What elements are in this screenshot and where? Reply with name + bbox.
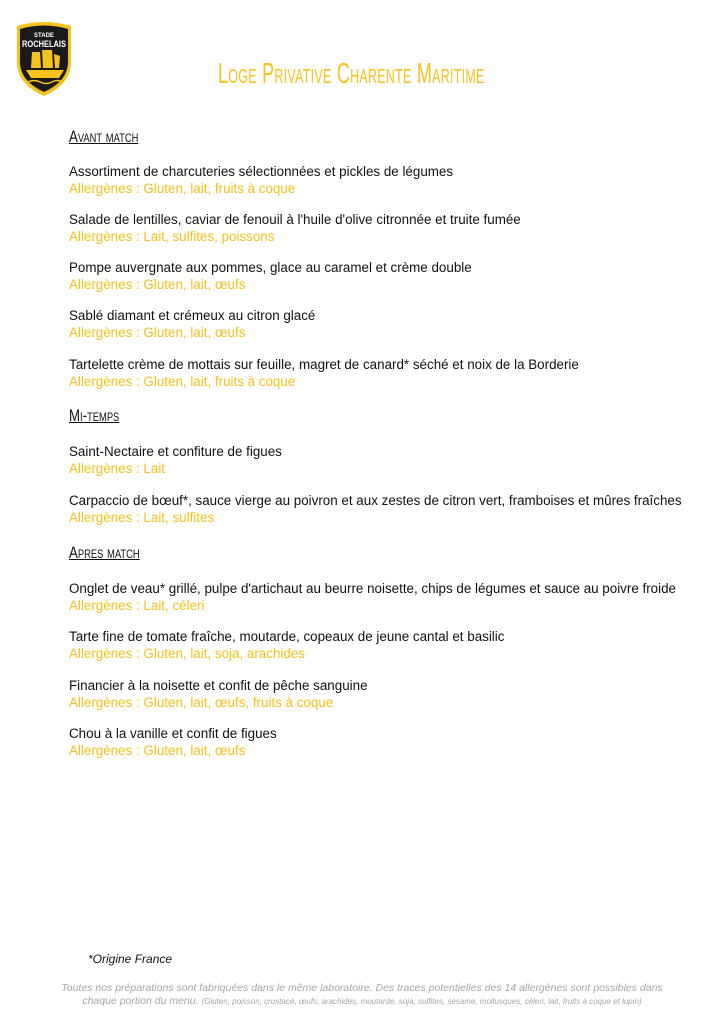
dish-allergens: Allergènes : Lait, céleri (69, 598, 205, 613)
dish-allergens: Allergènes : Lait, sulfites, poissons (69, 229, 275, 244)
dish-name: Assortiment de charcuteries sélectionnées et pickles de légumes (69, 164, 454, 179)
dish-name: Salade de lentilles, caviar de fenouil à l'huile d'olive citronnée et truite fumée (69, 212, 521, 227)
dish-allergens: Allergènes : Lait (69, 461, 166, 476)
dish-item (69, 356, 709, 390)
disclaimer-line-2-main: chaque portion du menu. (82, 995, 199, 1007)
dish-name: Chou à la vanille et confit de figues (69, 726, 277, 741)
logo-main-text: ROCHELAIS (22, 39, 66, 49)
origin-footnote: *Origine France (88, 952, 173, 966)
page-title: Loge Privative Charente Maritime (218, 58, 485, 90)
disclaimer-allergen-list: (Gluten, poisson, crustacé, œufs, arachides, moutarde, soja, sulfites, sésame, mollusques, céleri, lait, fruits à coque et lupin) (201, 997, 642, 1006)
dish-allergens: Allergènes : Lait, sulfites (69, 510, 215, 525)
section-title-mi-temps: Mi-temps (69, 406, 120, 425)
dish-name: Tartelette crème de mottais sur feuille, magret de canard* séché et noix de la Borderie (69, 357, 579, 372)
dish-name: Onglet de veau* grillé, pulpe d'artichaut au beurre noisette, chips de légumes et sauce au poivre froide (69, 581, 676, 596)
dish-item (69, 492, 709, 526)
logo-top-text: STADE (34, 33, 54, 39)
dish-item (69, 259, 709, 293)
dish-name: Financier à la noisette et confit de pêche sanguine (69, 678, 368, 693)
dish-allergens: Allergènes : Gluten, lait, œufs (69, 743, 246, 758)
section-title-avant-match: Avant match (69, 127, 139, 146)
dish-allergens: Allergènes : Gluten, lait, œufs (69, 325, 246, 340)
dish-allergens: Allergènes : Gluten, lait, œufs, fruits à coque (69, 695, 334, 710)
dish-allergens: Allergènes : Gluten, lait, fruits à coque (69, 374, 296, 389)
stade-rochelais-logo (14, 20, 74, 98)
dish-name: Sablé diamant et crémeux au citron glacé (69, 308, 316, 323)
dish-name: Saint-Nectaire et confiture de figues (69, 444, 282, 459)
dish-item (69, 163, 709, 197)
dish-name: Tarte fine de tomate fraîche, moutarde, copeaux de jeune cantal et basilic (69, 629, 505, 644)
dish-item (69, 628, 709, 662)
section-title-apres-match: Apres match (69, 543, 140, 562)
dish-allergens: Allergènes : Gluten, lait, œufs (69, 277, 246, 292)
disclaimer-line-2 (40, 995, 684, 1008)
dish-name: Pompe auvergnate aux pommes, glace au caramel et crème double (69, 260, 472, 275)
logo-ship-sail-3 (54, 54, 60, 68)
logo-ship-sail-2 (42, 50, 53, 68)
dish-allergens: Allergènes : Gluten, lait, fruits à coque (69, 181, 296, 196)
dish-allergens: Allergènes : Gluten, lait, soja, arachides (69, 646, 305, 661)
logo-ship-hull (26, 70, 64, 78)
dish-item (69, 211, 709, 245)
dish-item (69, 443, 709, 477)
dish-item (69, 725, 709, 759)
logo-ship-sail-1 (31, 52, 41, 68)
dish-item (69, 677, 709, 711)
dish-item (69, 580, 709, 614)
allergen-disclaimer (40, 982, 684, 1008)
dish-name: Carpaccio de bœuf*, sauce vierge au poivron et aux zestes de citron vert, framboises et mûres fraîches (69, 493, 682, 508)
disclaimer-line-1: Toutes nos préparations sont fabriquées dans le même laboratoire. Des traces potentielles des 14 allergènes sont possibles dans (61, 982, 663, 994)
dish-item (69, 307, 709, 341)
